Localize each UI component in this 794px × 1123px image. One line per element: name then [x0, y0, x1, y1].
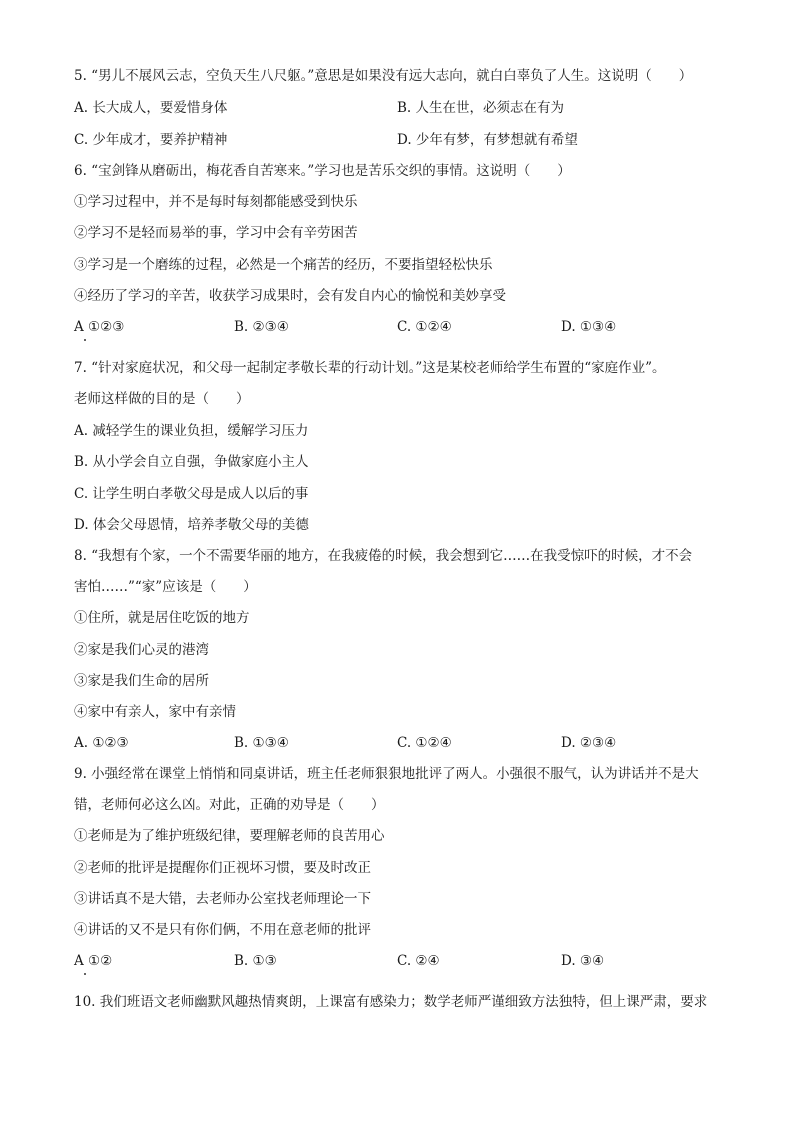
q8-stem-line1: 8. “我想有个家，一个不需要华丽的地方，在我疲倦的时候，我会想到它……在我受惊吓的时候，才不会	[74, 548, 693, 564]
q6-option-a: A ①②③	[74, 319, 125, 335]
q9-item-3: ③讲话真不是大错，去老师办公室找老师理论一下	[74, 891, 371, 907]
q9-option-d: D. ③④	[561, 953, 605, 969]
q8-option-d: D. ②③④	[561, 735, 617, 751]
q10-stem-line1: 10. 我们班语文老师幽默风趣热情爽朗，上课富有感染力；数学老师严谨细致方法独特，但上课严肃，要求	[74, 994, 708, 1010]
q8-option-c: C. ①②④	[397, 735, 452, 751]
q6-item-1: ①学习过程中，并不是每时每刻都能感受到快乐	[74, 194, 358, 210]
q9-stem-line1: 9. 小强经常在课堂上悄悄和同桌讲话，班主任老师狠狠地批评了两人。小强很不服气，认为讲话并不是大	[74, 766, 699, 782]
q7-stem-line1: 7. “针对家庭状况，和父母一起制定孝敬长辈的行动计划。”这是某校老师给学生布置的“家庭作业”。	[74, 360, 666, 376]
q9-option-a-dot	[84, 973, 86, 975]
q9-option-b: B. ①③	[234, 953, 277, 969]
q7-option-d: D. 体会父母恩情，培养孝敬父母的美德	[74, 517, 309, 533]
q6-option-d: D. ①③④	[561, 319, 617, 335]
q9-item-4: ④讲话的又不是只有你们俩，不用在意老师的批评	[74, 922, 371, 938]
q5-option-b: B. 人生在世，必须志在有为	[397, 100, 565, 116]
q6-option-c: C. ①②④	[397, 319, 452, 335]
q9-item-1: ①老师是为了维护班级纪律，要理解老师的良苦用心	[74, 828, 385, 844]
q9-option-c: C. ②④	[397, 953, 440, 969]
q6-option-b: B. ②③④	[234, 319, 289, 335]
q6-item-2: ②学习不是轻而易举的事，学习中会有辛劳困苦	[74, 225, 358, 241]
q8-item-4: ④家中有亲人，家中有亲情	[74, 704, 236, 720]
q9-item-2: ②老师的批评是提醒你们正视坏习惯，要及时改正	[74, 860, 371, 876]
q5-option-d: D. 少年有梦，有梦想就有希望	[397, 132, 578, 148]
q5-option-c: C. 少年成才，要养护精神	[74, 132, 228, 148]
q8-stem-line2: 害怕……”“家”应该是（ ）	[74, 579, 257, 595]
q8-option-b: B. ①③④	[234, 735, 289, 751]
q6-item-4: ④经历了学习的辛苦，收获学习成果时，会有发自内心的愉悦和美妙享受	[74, 288, 506, 304]
q9-option-a: A ①②	[74, 953, 113, 969]
q7-option-b: B. 从小学会自立自强，争做家庭小主人	[74, 454, 309, 470]
q8-item-2: ②家是我们心灵的港湾	[74, 642, 209, 658]
q7-option-c: C. 让学生明白孝敬父母是成人以后的事	[74, 486, 309, 502]
q8-option-a: A. ①②③	[74, 735, 129, 751]
q7-option-a: A. 减轻学生的课业负担，缓解学习压力	[74, 423, 309, 439]
q6-option-a-dot	[84, 339, 86, 341]
q5-stem: 5. “男儿不展风云志，空负天生八尺躯。”意思是如果没有远大志向，就白白辜负了人生。这说明（ ）	[74, 68, 693, 84]
q6-item-3: ③学习是一个磨练的过程，必然是一个痛苦的经历，不要指望轻松快乐	[74, 257, 493, 273]
q8-item-3: ③家是我们生命的居所	[74, 673, 209, 689]
q6-stem: 6. “宝剑锋从磨砺出，梅花香自苦寒来。”学习也是苦乐交织的事情。这说明（ ）	[74, 163, 571, 179]
q9-stem-line2: 错，老师何必这么凶。对此，正确的劝导是（ ）	[74, 797, 385, 813]
q7-stem-line2: 老师这样做的目的是（ ）	[74, 391, 250, 407]
q5-option-a: A. 长大成人，要爱惜身体	[74, 100, 228, 116]
q8-item-1: ①住所，就是居住吃饭的地方	[74, 610, 250, 626]
